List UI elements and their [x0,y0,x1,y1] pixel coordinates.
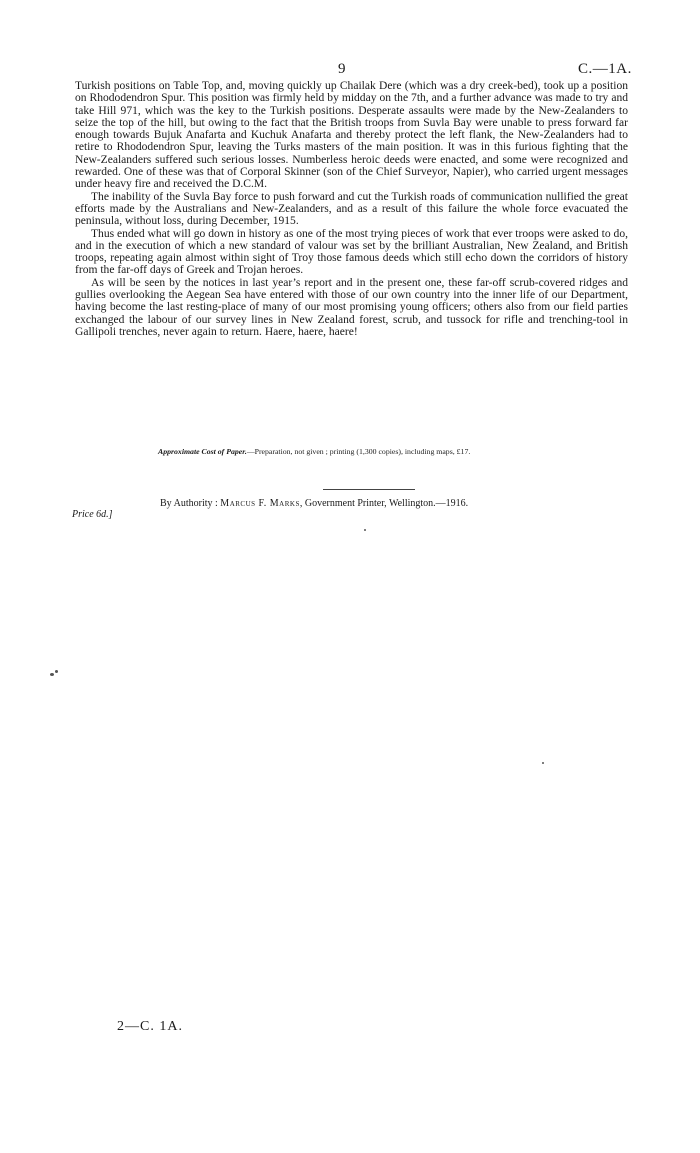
scan-speck [50,673,54,676]
scan-speck [55,670,58,673]
scan-speck [364,529,366,531]
imprint-line [160,498,468,509]
scan-speck [542,762,544,764]
imprint-suffix: , Government Printer, Wellington.—1916. [299,498,469,509]
document-code: C.—1A. [578,61,632,77]
body-text [75,80,628,338]
cost-note [158,447,470,456]
paragraph: The inability of the Suvla Bay force to push forward and cut the Turkish roads of communication nullified the great efforts made by the Australians and New-Zealanders, and as a result of this failure the whole force evacuated the peninsula, without loss, during December, 1915. [75,190,628,228]
price-note: Price 6d.] [72,509,113,520]
paragraph: Turkish positions on Table Top, and, moving quickly up Chailak Dere (which was a dry creek-bed), took up a position on Rhododendron Spur. This position was firmly held by midday on the 7th, and a further advance was made to try and take Hill 971, which was the key to the Turkish positions. Desperate assaults were made by the New-Zealanders to seize the top of the hill, but owing to the fact that the British troops from Suvla Bay were unable to press forward far enough towards Bujuk Anafarta and Kuchuk Anafarta and thereby protect the left flank, the New-Zealanders had to retire to Rhododendron Spur, leaving the Turks masters of the main position. It was in this furious fighting that the New-Zealanders suffered such serious losses. Numberless heroic deeds were enacted, and some were recognized and rewarded. One of these was that of Corporal Skinner (son of the Chief Surveyor, Napier), who carried urgent messages under heavy fire and received the D.C.M. [75,80,628,191]
divider-rule [323,489,415,490]
paragraph: As will be seen by the notices in last year’s report and in the present one, these far-off scrub-covered ridges and gullies overlooking the Aegean Sea have entered with those of our own country into the inner life of our Department, having become the last resting-place of many of our most promising young officers; others also from our field parties exchanged the labour of our survey lines in New Zealand forest, scrub, and tussock for rifle and trenching-tool in Gallipoli trenches, never again to return. Haere, haere, haere! [75,276,628,338]
cost-note-label: Approximate Cost of Paper. [158,447,247,456]
page-number: 9 [338,61,346,77]
paragraph: Thus ended what will go down in history as one of the most trying pieces of work that ever troops were asked to do, and in the execution of which a new standard of valour was set by the brilliant Australian, New Zealand, and British troops, repeating again almost within sight of Troy those famous deeds which still echo down the corridors of history from the far-off days of Greek and Trojan heroes. [75,227,628,277]
cost-note-text: —Preparation, not given ; printing (1,300 copies), including maps, £17. [246,447,471,456]
imprint-prefix: By Authority : [160,498,218,509]
printer-name: Marcus F. Marks [220,498,300,509]
signature-mark: 2—C. 1A. [117,1019,183,1034]
